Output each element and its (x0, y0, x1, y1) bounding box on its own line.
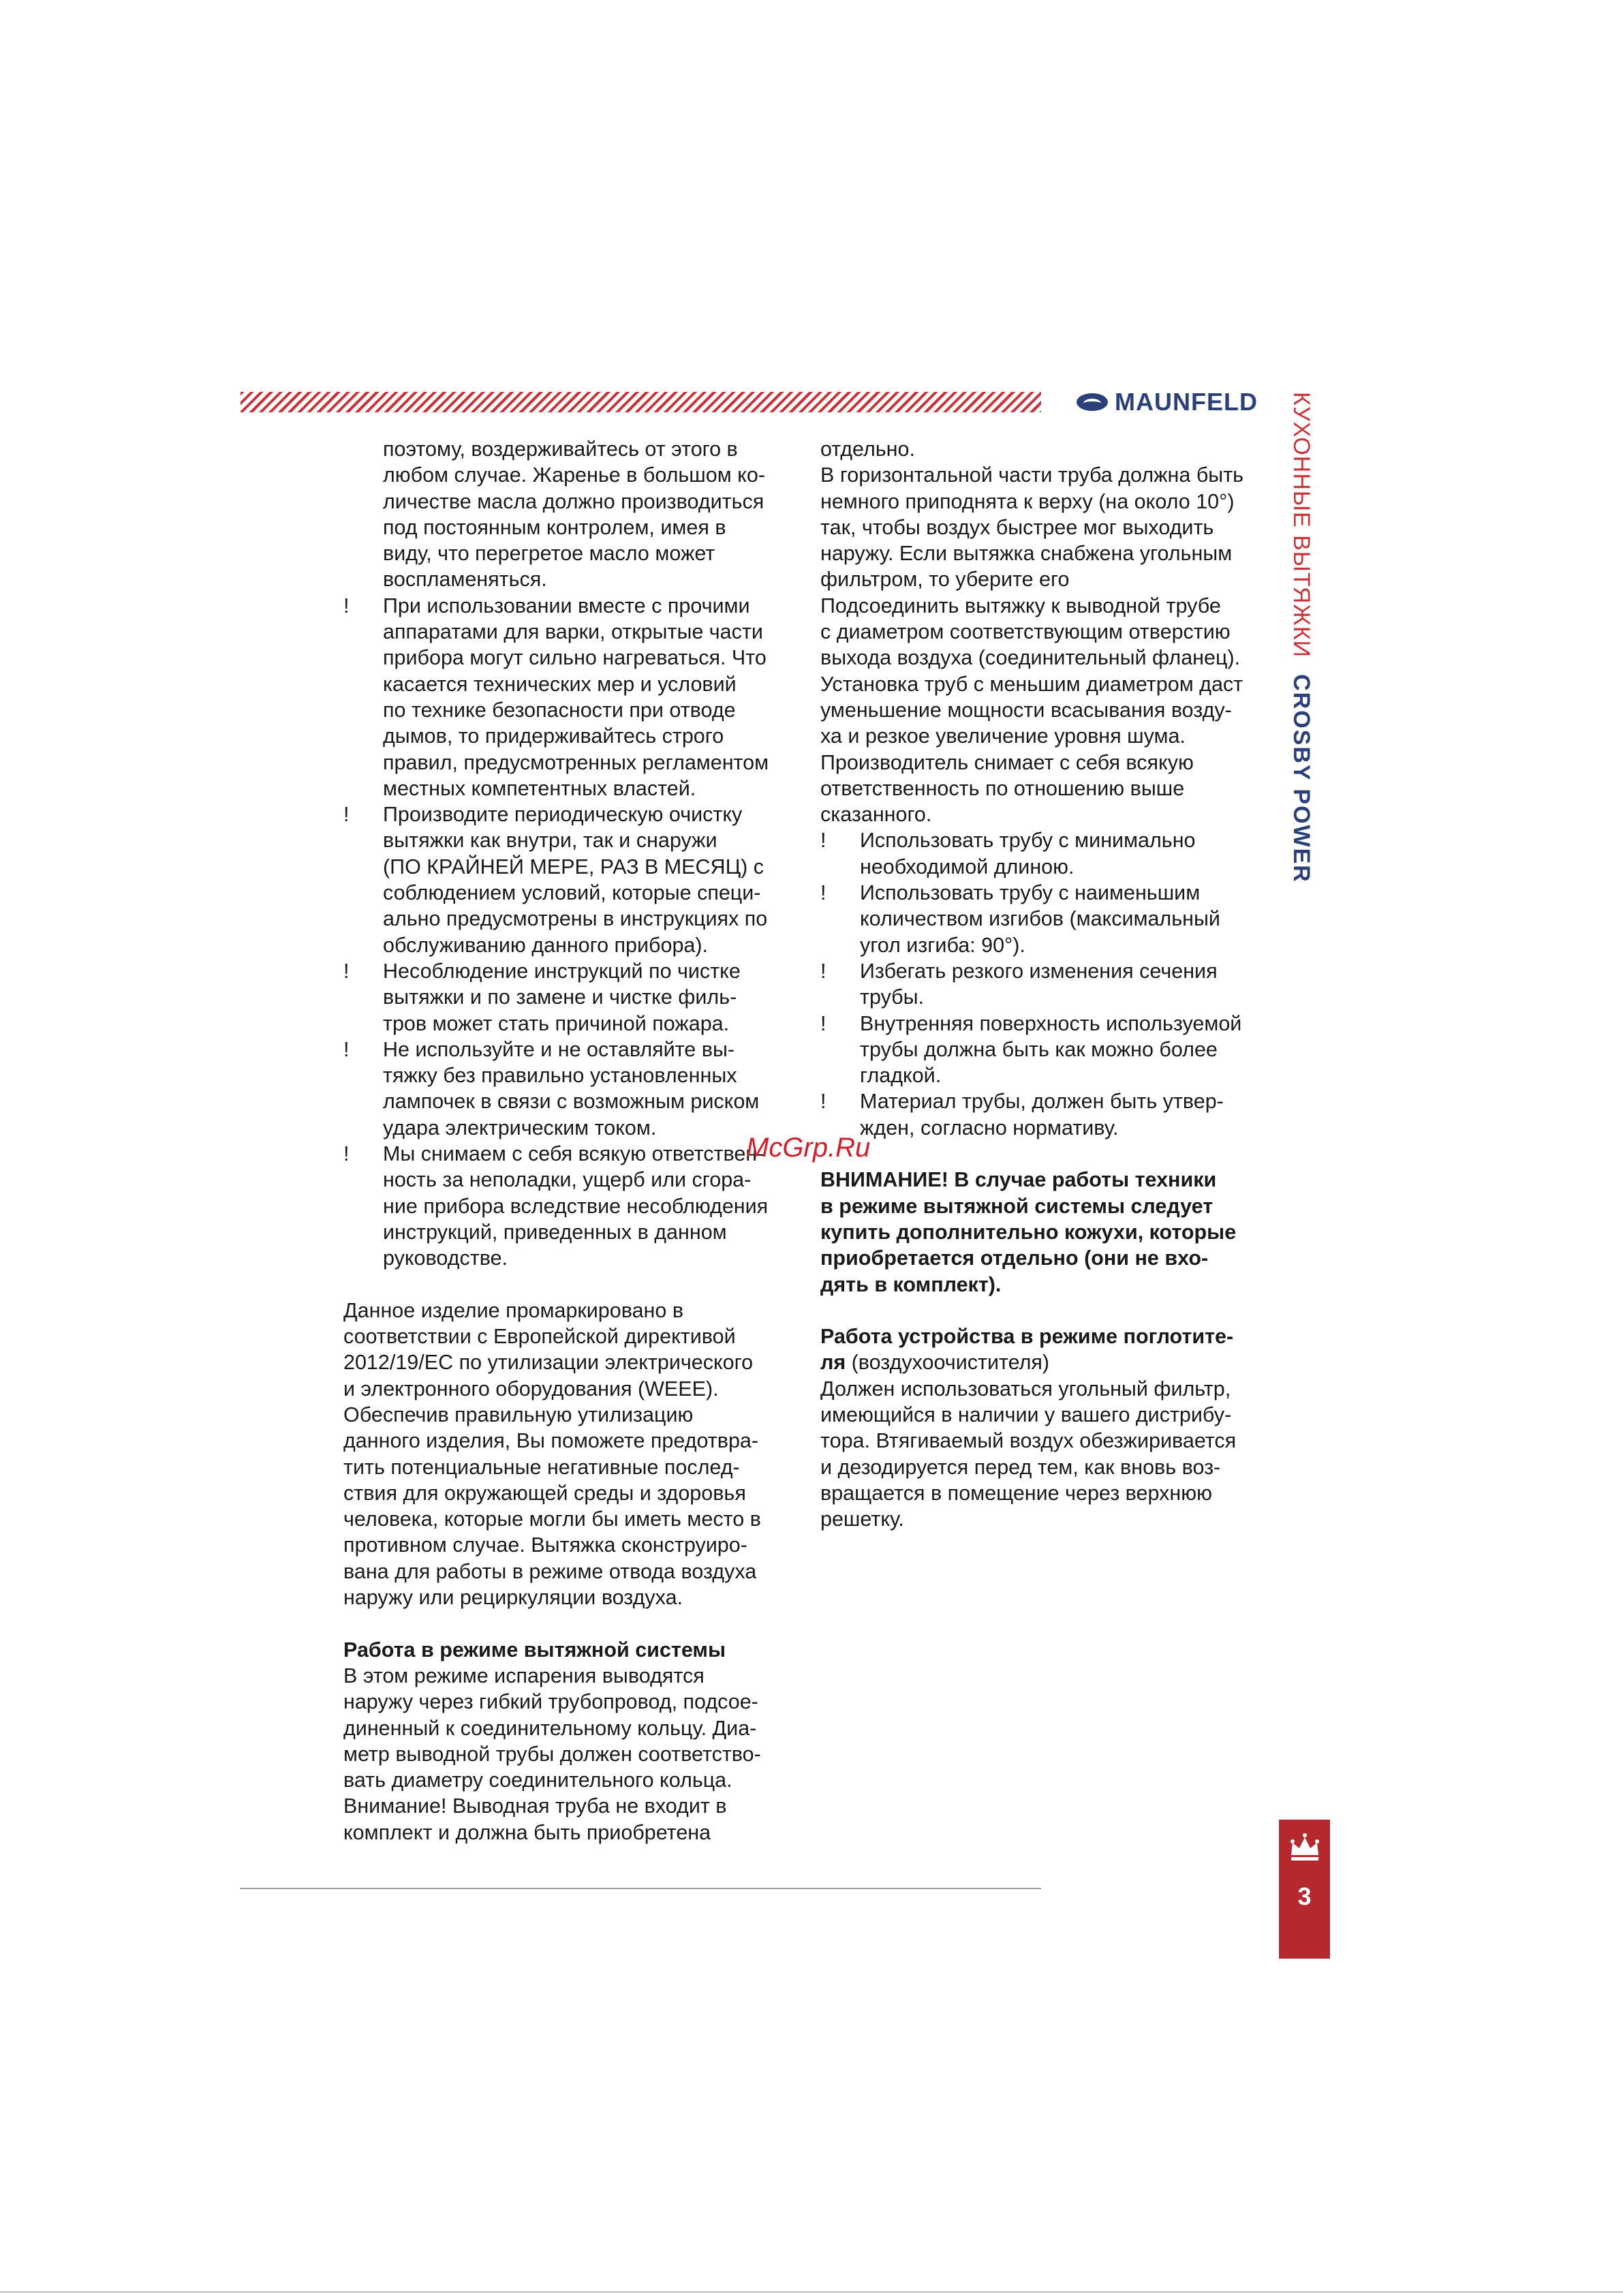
list-item: ! Использовать трубу с наименьшим количеством изгибов (максимальный угол изгиба: 90°). (820, 881, 1220, 957)
footer-divider (240, 1888, 1041, 1889)
warning-mark: ! (820, 829, 826, 853)
list-item: ! При использовании вместе с прочими аппаратами для варки, открытые части прибора могут сильно нагреваться. Что касается технических мер и условий по технике безопасности при отводе дымов, то придерживайтесь строго правил, предусмотренных регламентом местных компетентных властей. (343, 594, 769, 800)
left-column (343, 436, 793, 1846)
brand-logo (1077, 387, 1258, 417)
list-item: ! Материал трубы, должен быть утвер- жден, согласно нормативу. (820, 1090, 1224, 1139)
side-title (1288, 392, 1315, 883)
header-hatch-bar (241, 392, 1041, 412)
side-title-model: CROSBY POWER (1288, 674, 1314, 883)
brand-name: MAUNFELD (1115, 388, 1258, 416)
exhaust-heading: Работа в режиме вытяжной системы (343, 1638, 726, 1662)
warning-mark: ! (343, 1142, 350, 1166)
absorber-paragraph: Должен использоваться угольный фильтр, имеющийся в наличии у вашего дистрибу- тора. Втягиваемый воздух обезжиривается и дезодируется перед тем, как вновь воз- вращается в помещение через верхнюю решетку. (820, 1377, 1237, 1531)
crown-icon (1284, 1826, 1325, 1867)
warning-mark: ! (343, 594, 350, 617)
list-item: ! Избегать резкого изменения сечения трубы. (820, 959, 1218, 1009)
absorber-heading: Работа устройства в режиме поглотите- (820, 1325, 1234, 1349)
brand-mark-icon (1077, 393, 1108, 411)
warning-mark: ! (820, 1090, 826, 1114)
weee-paragraph: Данное изделие промаркировано в соответствии с Европейской директивой 2012/19/EC по утилизации электрического и электронного оборудования (WEEE). Обеспечив правильную утилизацию данного изделия, Вы поможете предотвра- тить потенциальные негативные послед- ствия для окружающей среды и здоровья человека, которые могли бы иметь место в противном случае. Вытяжка сконструиро- вана для работы в режиме отвода воздуха наружу или рециркуляции воздуха. (343, 1298, 761, 1610)
warning-mark: ! (820, 959, 826, 983)
page-number: 3 (1297, 1882, 1312, 1910)
intro-paragraph: отдельно. В горизонтальной части труба должна быть немного приподнята к верху (на около 10°) так, чтобы воздух быстрее мог выходить наружу. Если вытяжка снабжена угольным фильтром, то уберите его Подсоединить вытяжку к выводной трубе с диаметром соответствующим отверстию выхода воздуха (соединительный фланец). Установка труб с меньшим диаметром даст уменьшение мощности всасывания возду- ха и резкое увеличение уровня шума. Производитель снимает с себя всякую ответственность по отношению выше сказанного. (820, 438, 1244, 827)
absorber-heading-line2: ля (воздухоочистителя) (820, 1351, 1050, 1375)
list-item: ! Производите периодическую очистку вытяжки как внутри, так и снаружи (ПО КРАЙНЕЙ МЕРЕ, РАЗ В МЕСЯЦ) с соблюдением условий, которые специ- ально предусмотрены в инструкциях по обслуживанию данного прибора). (343, 803, 768, 957)
warning-mark: ! (343, 959, 350, 983)
warning-paragraph: ВНИМАНИЕ! В случае работы техники в режиме вытяжной системы следует купить дополнительно кожухи, которые приобретается отдельно (они не вхо- дять в комплект). (820, 1168, 1237, 1296)
list-item: ! Несоблюдение инструкций по чистке вытяжки и по замене и чистке филь- тров может стать причиной пожара. (343, 959, 741, 1035)
warning-mark: ! (820, 1011, 826, 1035)
list-item: ! Использовать трубу с минимально необходимой длиною. (820, 829, 1196, 878)
intro-continuation: поэтому, воздерживайтесь от этого в любом случае. Жаренье в большом ко- личестве масла должно производиться под постоянным контролем, имея в виду, что перегретое масло может воспламеняться. (383, 438, 765, 592)
exhaust-paragraph: В этом режиме испарения выводятся наружу через гибкий трубопровод, подсое- диненный к соединительному кольцу. Диа- метр выводной трубы должен соответство- вать диаметру соединительного кольца. Внимание! Выводная труба не входит в комплект и должна быть приобретена (343, 1664, 761, 1844)
list-item: ! Внутренняя поверхность используемой трубы должна быть как можно более гладкой. (820, 1011, 1242, 1088)
warning-mark: ! (343, 803, 350, 827)
list-item: ! Не используйте и не оставляйте вы- тяжку без правильно установленных лампочек в связи с возможным риском удара электрическим током. (343, 1037, 760, 1139)
page-number-box (1279, 1820, 1330, 1959)
warning-mark: ! (343, 1037, 350, 1061)
watermark: McGrp.Ru (746, 1133, 871, 1163)
side-title-category: КУХОННЫЕ ВЫТЯЖКИ (1288, 392, 1314, 658)
list-item: ! Мы снимаем с себя всякую ответствен- ность за неполадки, ущерб или сгора- ние прибора вследствие несоблюдения инструкций, приведенных в данном руководстве. (343, 1142, 769, 1270)
warning-mark: ! (820, 881, 826, 905)
page-bottom-edge (0, 2291, 1623, 2293)
right-column (820, 436, 1273, 1532)
